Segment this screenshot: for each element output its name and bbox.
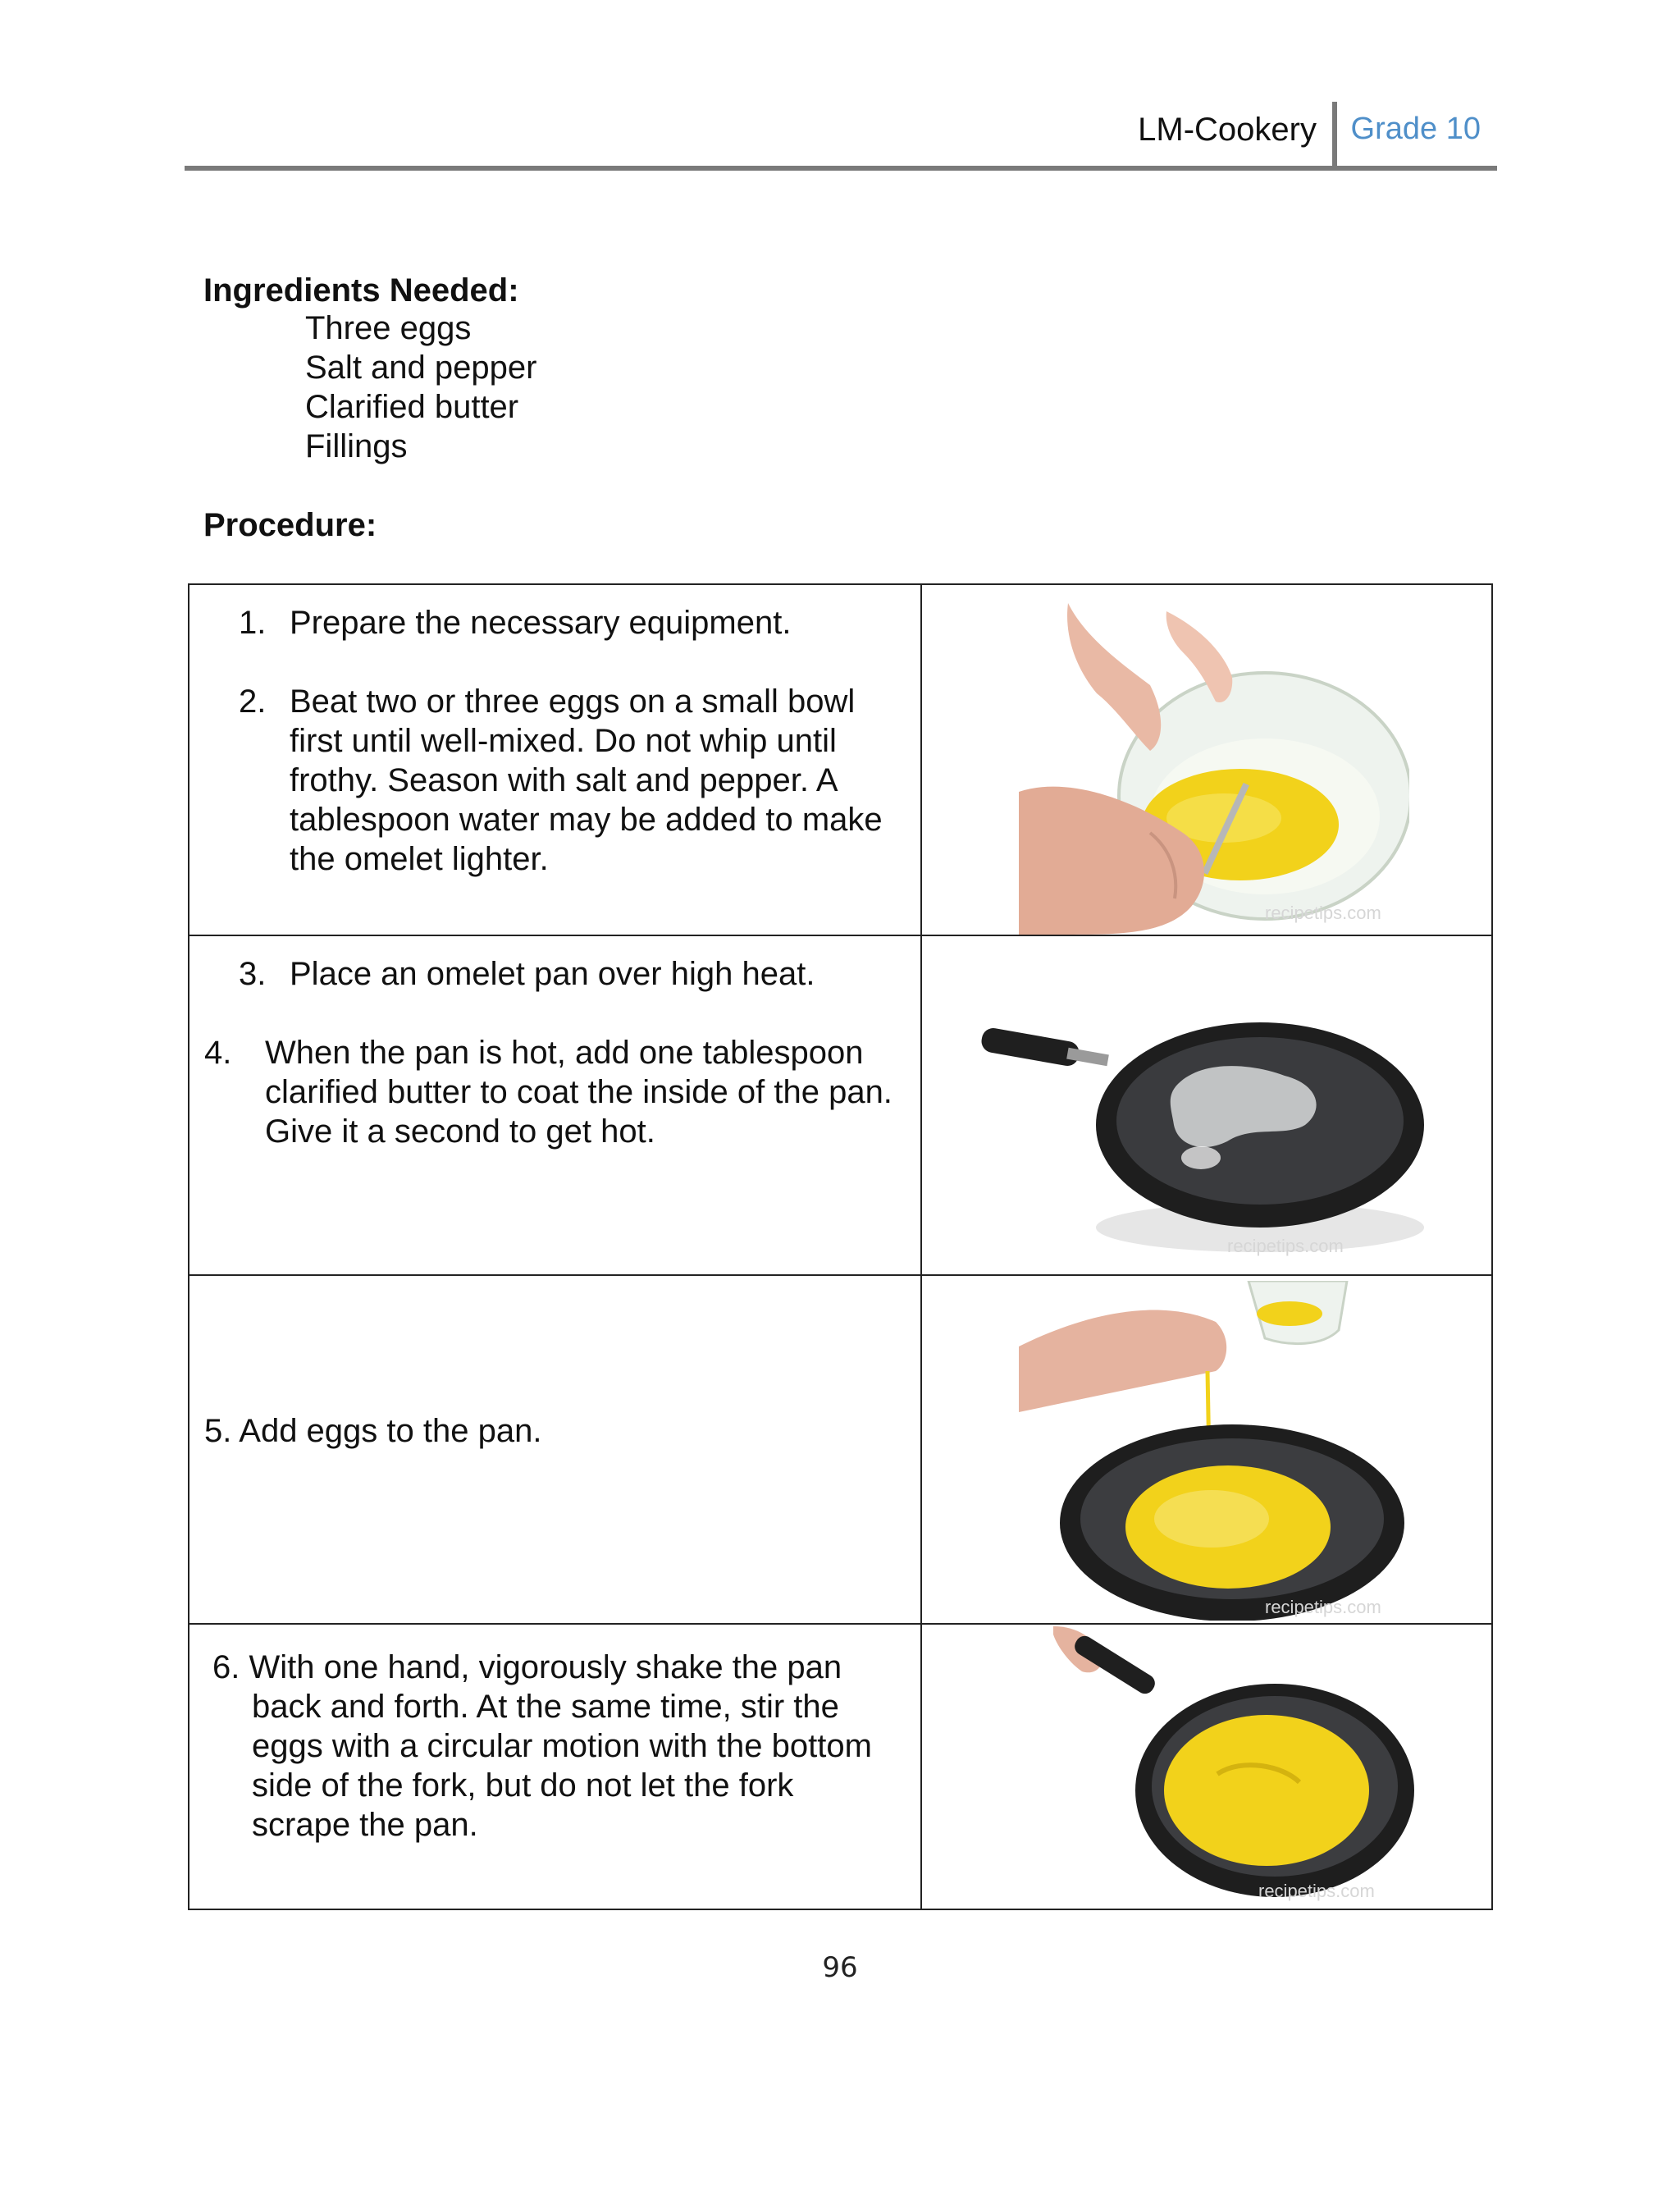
step-5 (204, 1411, 896, 1451)
step-text: 5. Add eggs to the pan. (204, 1413, 542, 1449)
page-number: 96 (822, 1951, 858, 1984)
photo-butter-in-pan (981, 985, 1440, 1264)
ingredients-title: Ingredients Needed: (203, 272, 519, 309)
ingredients-list (305, 309, 536, 466)
step-text: Beat two or three eggs on a small bowl first until well-mixed. Do not whip until frothy. Season with salt and pepper. A tablespoon water may be added to make the omelet lighter. (290, 684, 883, 877)
ingredient-item: Fillings (305, 428, 408, 464)
step-photo-cell (921, 1275, 1492, 1624)
photo-watermark: recipetips.com (1258, 1881, 1375, 1901)
procedure-row (189, 1275, 1492, 1624)
step-number: 3. (239, 956, 267, 992)
ingredient-item: Clarified butter (305, 389, 519, 425)
header-rule (185, 166, 1497, 171)
ingredient-item: Three eggs (305, 310, 472, 346)
step-3 (214, 954, 896, 994)
step-1 (214, 603, 896, 642)
header-grade: Grade 10 (1350, 112, 1481, 146)
step-number: 2. (239, 684, 267, 720)
ingredient-item: Salt and pepper (305, 350, 537, 386)
step-text: When the pan is hot, add one tablespoon clarified butter to coat the inside of the pan. Give it a second to get hot. (265, 1035, 892, 1150)
step-6 (204, 1648, 896, 1845)
step-text: 6. With one hand, vigorously shake the pan back and forth. At the same time, stir the eggs with a circular motion with the bottom side of the fork, but do not let the fork scrape the pan. (212, 1649, 872, 1843)
step-photo-cell (921, 935, 1492, 1275)
step-text-cell (189, 1624, 921, 1909)
photo-beating-eggs (1019, 603, 1409, 935)
procedure-row (189, 1624, 1492, 1909)
step-number: 4. (204, 1035, 232, 1071)
step-photo-cell (921, 584, 1492, 935)
step-text-cell (189, 584, 921, 935)
procedure-row (189, 584, 1492, 935)
step-text: Prepare the necessary equipment. (290, 605, 792, 641)
step-text: Place an omelet pan over high heat. (290, 956, 815, 992)
photo-pouring-eggs (1019, 1281, 1445, 1621)
step-text-cell (189, 1275, 921, 1624)
header-divider (1332, 102, 1337, 167)
step-photo-cell (921, 1624, 1492, 1909)
photo-watermark: recipetips.com (1265, 1597, 1381, 1617)
step-4 (204, 1033, 896, 1151)
photo-watermark: recipetips.com (1265, 903, 1381, 923)
step-text-cell (189, 935, 921, 1275)
header-subject: LM-Cookery (1138, 112, 1317, 148)
procedure-row (189, 935, 1492, 1275)
procedure-table (188, 583, 1493, 1910)
step-number: 1. (239, 605, 267, 641)
procedure-title: Procedure: (203, 507, 377, 543)
page-header (185, 98, 1497, 171)
step-2 (214, 682, 896, 879)
photo-watermark: recipetips.com (1227, 1236, 1344, 1256)
photo-shaking-pan (1053, 1626, 1414, 1907)
